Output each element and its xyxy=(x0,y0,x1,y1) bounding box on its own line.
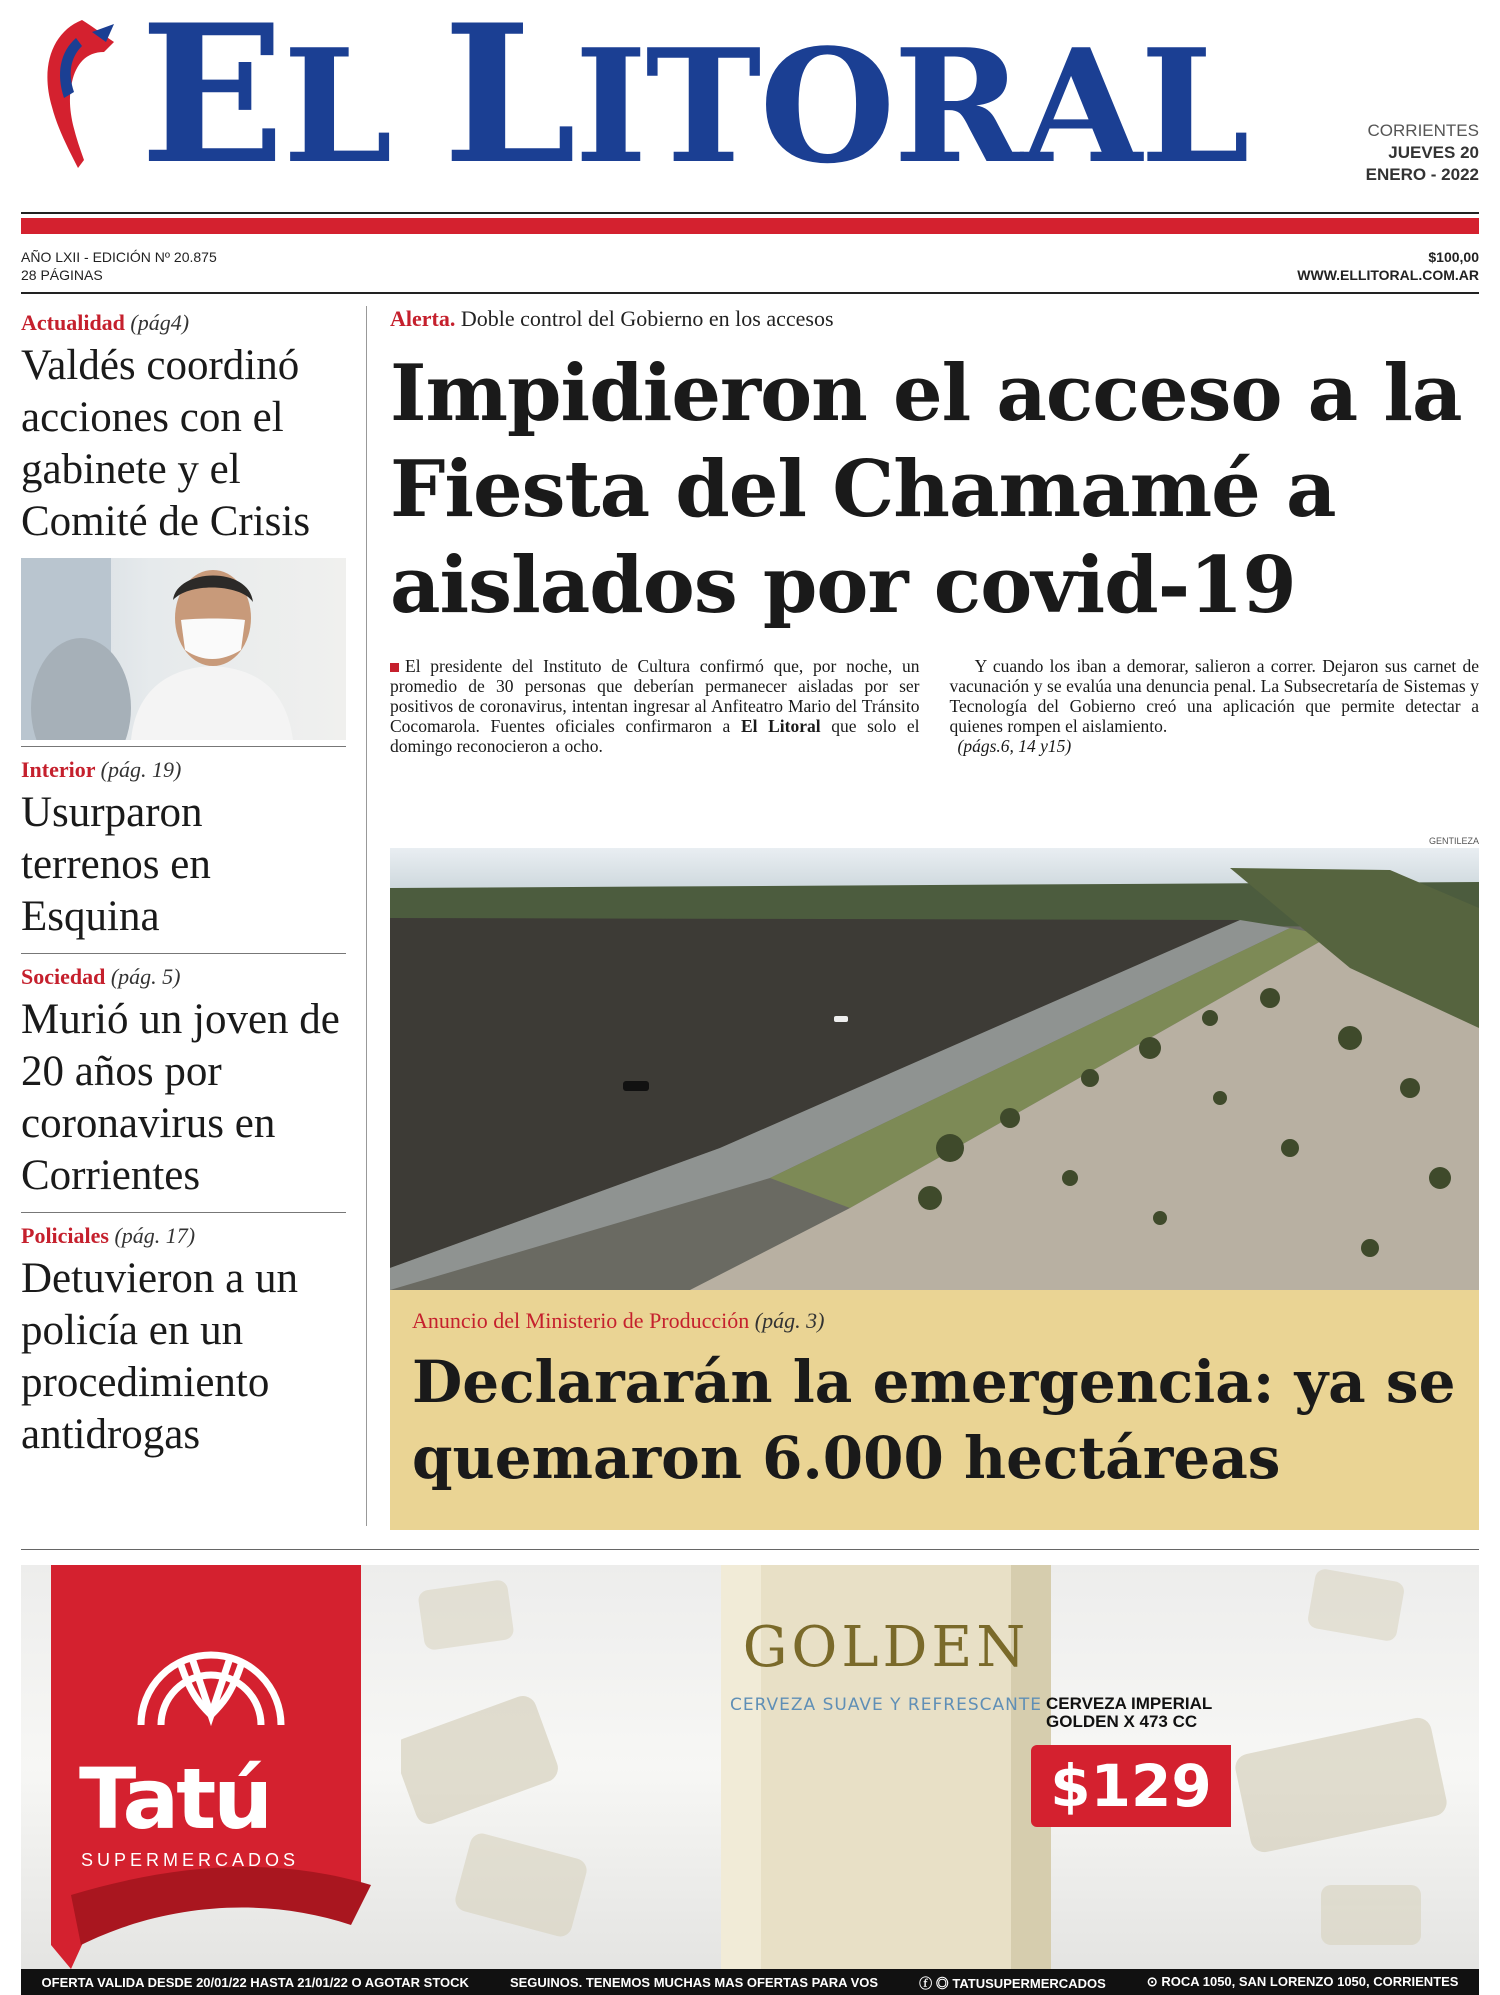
feature-headline[interactable]: Declararán la emergencia: ya se quemaron 6.000 hectáreas xyxy=(412,1348,1456,1492)
divider xyxy=(21,1212,346,1213)
beer-cans-decor xyxy=(1201,1565,1479,1969)
divider xyxy=(21,212,1479,214)
section-label: Actualidad (pág4) xyxy=(21,310,190,335)
product-name: CERVEZA IMPERIAL GOLDEN X 473 CC xyxy=(1046,1694,1213,1731)
main-headline[interactable]: Impidieron el acceso a la Fiesta del Chamamé a aislados por covid-19 xyxy=(390,348,1462,631)
section-label: Interior (pág. 19) xyxy=(21,757,182,782)
masthead-title: EL LITORAL xyxy=(140,0,1248,206)
masthead-logo xyxy=(22,12,122,172)
main-kicker: Alerta. Doble control del Gobierno en los accesos xyxy=(390,306,834,331)
product-brand: GOLDEN xyxy=(742,1615,1030,1680)
section-label: Policiales (pág. 17) xyxy=(21,1223,196,1248)
bullet-icon xyxy=(390,663,399,672)
store-address: ⊙ ROCA 1050, SAN LORENZO 1050, CORRIENTES xyxy=(1146,1974,1459,1989)
facebook-icon: ⓕ xyxy=(919,1975,933,1991)
product-tagline: CERVEZA SUAVE Y REFRESCANTE xyxy=(730,1695,1042,1715)
social-handle[interactable]: ⓕ ◎ TATUSUPERMERCADOS xyxy=(919,1975,1106,1991)
aerial-photo xyxy=(390,848,1479,1290)
divider xyxy=(21,746,346,747)
follow-text: SEGUINOS. TENEMOS MUCHAS MAS OFERTAS PARA VOS xyxy=(509,1974,879,1990)
website[interactable]: WWW.ELLITORAL.COM.AR xyxy=(1297,267,1479,283)
offer-validity: OFERTA VALIDA DESDE 20/01/22 HASTA 21/01/22 O AGOTAR STOCK xyxy=(41,1974,469,1990)
instagram-icon: ◎ xyxy=(935,1975,949,1991)
brand-name: Tatú xyxy=(79,1750,271,1848)
summary-col-2: Y cuando los iban a demorar, salieron a correr. Dejaron sus carnet de vacunación y se evalúa una denuncia penal. La Subsecretaría de Sistemas y Tecnología del Gobierno creó una aplicación que permite detectar a quienes rompen el aislamiento. (págs.6, 14 y15) xyxy=(949,656,1480,756)
dateline xyxy=(1366,120,1479,186)
summary-col-1: El presidente del Instituto de Cultura confirmó que, por noche, un promedio de 30 personas que deberían permanecer aisladas por ser positivos de coronavirus, intentan ingresar al Anfiteatro Mario del Tránsito Cocomarola. Fuentes oficiales confirmaron a El Litoral que solo el domingo reconocieron a ocho. xyxy=(390,656,920,756)
city: CORRIENTES xyxy=(1367,121,1479,140)
day: JUEVES 20 xyxy=(1388,143,1479,162)
sidebar-headline[interactable]: Usurparon terrenos en Esquina xyxy=(21,789,211,940)
sidebar xyxy=(21,300,346,1471)
feature-box xyxy=(390,1290,1479,1530)
brand-subtitle: SUPERMERCADOS xyxy=(81,1850,300,1870)
column-divider xyxy=(366,306,367,1526)
main-summary xyxy=(390,656,1479,756)
location-pin-icon: ⊙ xyxy=(1146,1974,1158,1989)
section-label: Sociedad (pág. 5) xyxy=(21,964,181,989)
price: $100,00 xyxy=(1428,249,1479,265)
sidebar-headline[interactable]: Valdés coordinó acciones con el gabinete y el Comité de Crisis xyxy=(21,342,311,545)
photo-credit: GENTILEZA xyxy=(1428,836,1479,846)
page-count: 28 PÁGINAS xyxy=(21,267,103,283)
ad-footer xyxy=(21,1969,1479,1995)
red-band xyxy=(21,218,1479,234)
portrait-photo xyxy=(21,558,346,740)
main-story xyxy=(390,306,1479,756)
advertisement[interactable] xyxy=(21,1565,1479,1969)
edition-info xyxy=(21,248,217,284)
divider xyxy=(21,292,1479,294)
price-tag: $129 xyxy=(1031,1745,1231,1827)
divider xyxy=(21,1549,1479,1550)
divider xyxy=(21,953,346,954)
beer-cans-decor xyxy=(401,1565,701,1969)
price-info xyxy=(1297,248,1479,284)
date: ENERO - 2022 xyxy=(1365,165,1479,184)
feature-kicker: Anuncio del Ministerio de Producción (pág. 3) xyxy=(412,1308,825,1333)
sidebar-headline[interactable]: Murió un joven de 20 años por coronavirus en Corrientes xyxy=(21,996,340,1199)
edition: AÑO LXII - EDICIÓN Nº 20.875 xyxy=(21,249,217,265)
sidebar-headline[interactable]: Detuvieron a un policía en un procedimiento antidrogas xyxy=(21,1255,299,1458)
